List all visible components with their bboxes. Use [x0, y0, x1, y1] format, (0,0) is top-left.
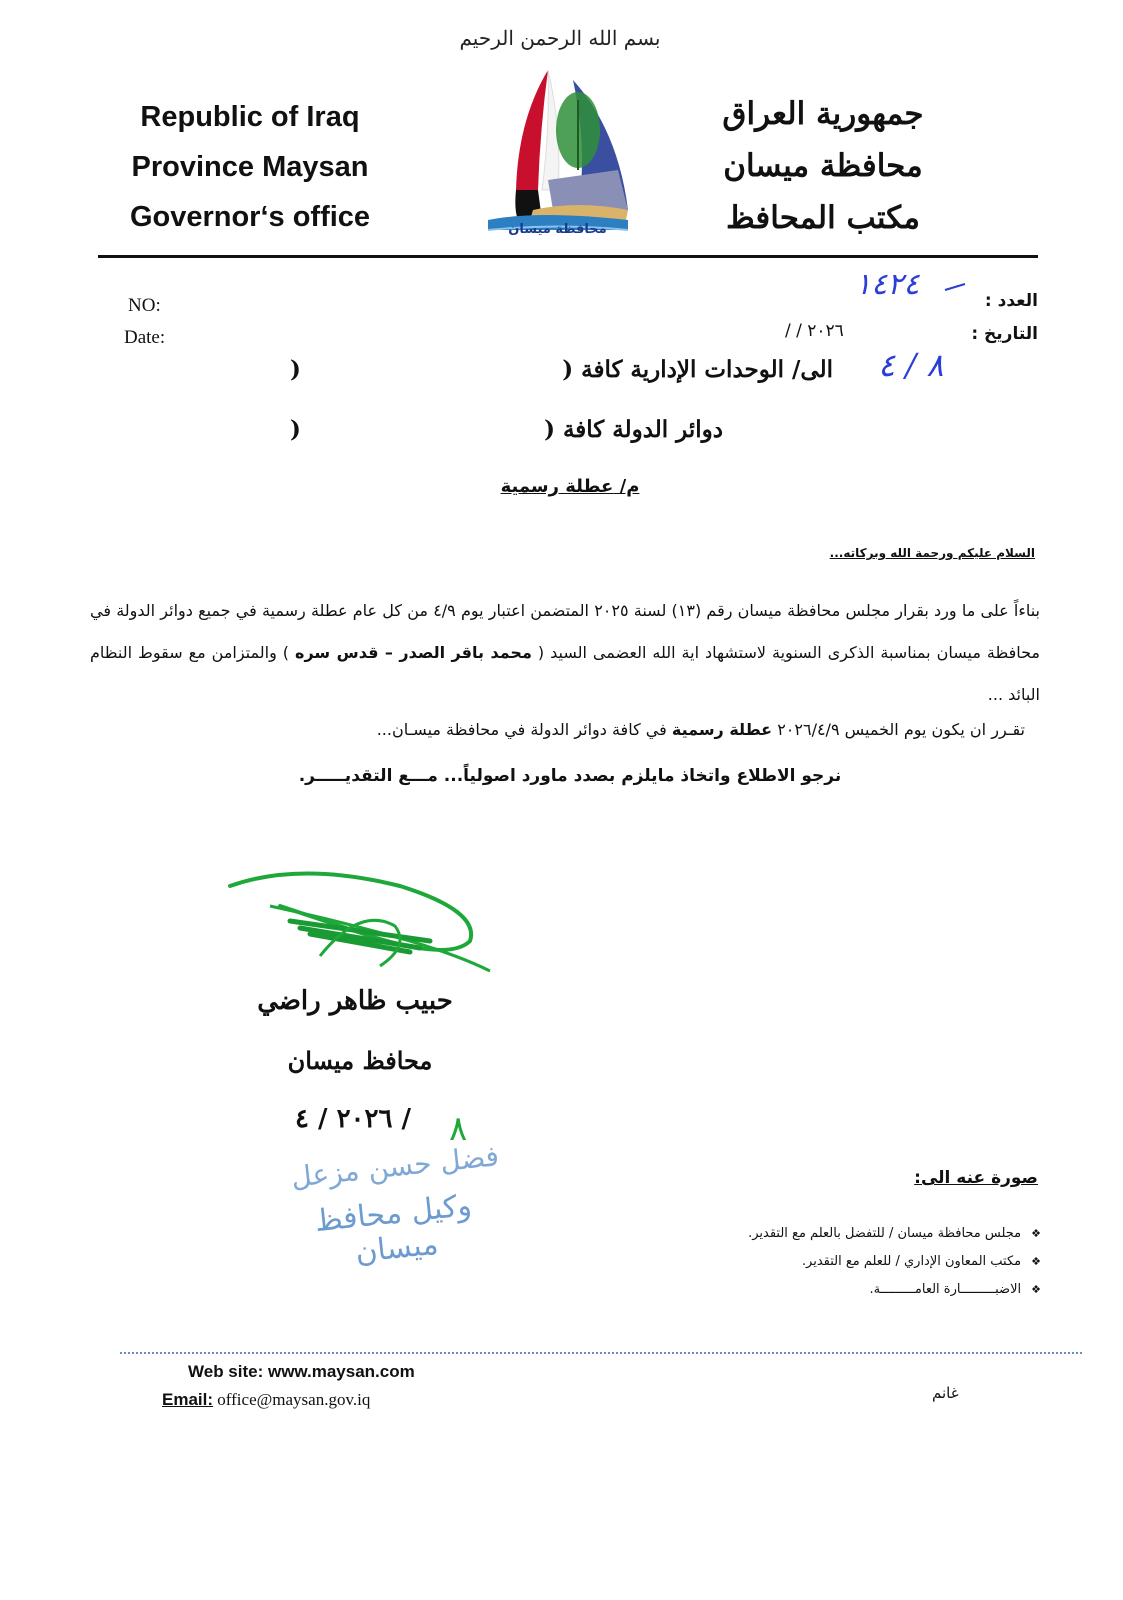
copies-list: [748, 1226, 1041, 1310]
copies-item-text: الاضبـــــــــارة العامـــــــــة.: [869, 1282, 1022, 1297]
copies-item: [748, 1282, 1041, 1310]
addressee-line-1: الى/ الوحدات الإدارية كافة (: [562, 356, 833, 383]
addressee-close-paren-2: ): [290, 416, 301, 443]
date-label: Date:: [124, 327, 166, 348]
arabic-letterhead-line: مكتب المحافظ: [726, 200, 920, 236]
handwritten-day-text: ٨: [449, 1109, 468, 1146]
signer-name: حبيب ظاهر راضي: [257, 986, 453, 1016]
copies-item-text: مجلس محافظة ميسان / للتفضل بالعلم مع التقدير.: [748, 1226, 1022, 1241]
date-template: / / ٢٠٢٦: [785, 321, 844, 341]
handwritten-number: [850, 262, 970, 307]
date-label-arabic: التاريخ :: [971, 324, 1038, 344]
handwritten-number-text: ١٤٢٤: [855, 267, 920, 302]
bullet-icon: ❖: [1031, 1227, 1041, 1240]
english-letterhead-line: Republic of Iraq: [140, 101, 360, 133]
arabic-letterhead-line: جمهورية العراق: [722, 96, 924, 132]
decision-bold: عطلة رسمية: [671, 720, 773, 739]
signature-scribble-icon: [220, 866, 500, 996]
header-divider: [98, 255, 1038, 258]
footer-email[interactable]: [162, 1390, 370, 1410]
bullet-icon: ❖: [1031, 1255, 1041, 1268]
addressee-line-2: دوائر الدولة كافة (: [544, 416, 723, 443]
logo-caption: محافظة ميسان: [508, 222, 607, 237]
closing-line: نرجو الاطلاع واتخاذ مايلزم بصدد ماورد اصولياً... مـــع التقديـــــر.: [298, 766, 842, 786]
copies-title: صورة عنه الى:: [914, 1168, 1038, 1188]
body-paragraph-end: ) والمتزامن مع سقوط النظام البائد ...: [90, 643, 1040, 704]
footer-website[interactable]: Web site: www.maysan.com: [188, 1362, 415, 1381]
copies-item: [748, 1226, 1041, 1254]
decision-line: [377, 720, 1025, 739]
subject-text: عطلة رسمية: [500, 476, 614, 497]
subject-prefix: م/: [613, 476, 640, 497]
copies-item-text: مكتب المعاون الإداري / للعلم مع التقدير.: [801, 1254, 1022, 1269]
handwritten-date: [870, 340, 985, 385]
addressee-close-paren-1: ): [290, 356, 301, 383]
signer-title: محافظ ميسان: [287, 1046, 433, 1075]
signature-date: ٢٠٢٦ / ٤ /: [295, 1104, 411, 1134]
number-label-arabic: العدد :: [984, 291, 1038, 311]
decision-end: في كافة دوائر الدولة في محافظة ميسـان...: [376, 720, 672, 739]
copies-item: [748, 1254, 1041, 1282]
body-paragraph-start: بناءاً على ما ورد بقرار مجلس محافظة ميسان رقم (١٣) لسنة ٢٠٢٥ المتضمن اعتبار يوم ٤/٩ من كل عام عطلة رسمية في جميع دوائر الدولة في محافظة ميسان بمناسبة الذكرى السنوية لاستشهاد اية الله العضمى السيد (: [90, 601, 1041, 662]
number-label: NO:: [128, 295, 161, 316]
typist-initials: غانم: [932, 1384, 959, 1402]
english-letterhead: [110, 92, 390, 242]
footer-divider: [120, 1352, 1082, 1354]
english-letterhead-line: Governor‘s office: [129, 201, 371, 233]
english-letterhead-line: Province Maysan: [131, 151, 369, 183]
stamp-line-2: وكيل محافظ ميسان: [313, 1187, 474, 1271]
body-paragraph: [90, 590, 1040, 716]
stamp-line-1: فضل حسن مزعل: [289, 1139, 501, 1194]
handwritten-date-text: ٨ / ٤: [878, 346, 944, 384]
decision-start: تقـرر ان يكون يوم الخميس ٢٠٢٦/٤/٩: [772, 720, 1025, 739]
body-paragraph-bold: محمد باقر الصدر – قدس سره: [295, 643, 532, 662]
subject-line: [420, 476, 720, 497]
footer-email-value[interactable]: office@maysan.gov.iq: [213, 1390, 371, 1409]
bullet-icon: ❖: [1031, 1283, 1041, 1296]
arabic-letterhead-line: محافظة ميسان: [723, 148, 923, 184]
greeting: السلام عليكم ورحمة الله وبركاته...: [829, 546, 1035, 560]
bismillah: بسم الله الرحمن الرحيم: [459, 26, 661, 50]
footer-email-label: Email:: [162, 1390, 214, 1409]
arabic-letterhead: [673, 88, 973, 244]
